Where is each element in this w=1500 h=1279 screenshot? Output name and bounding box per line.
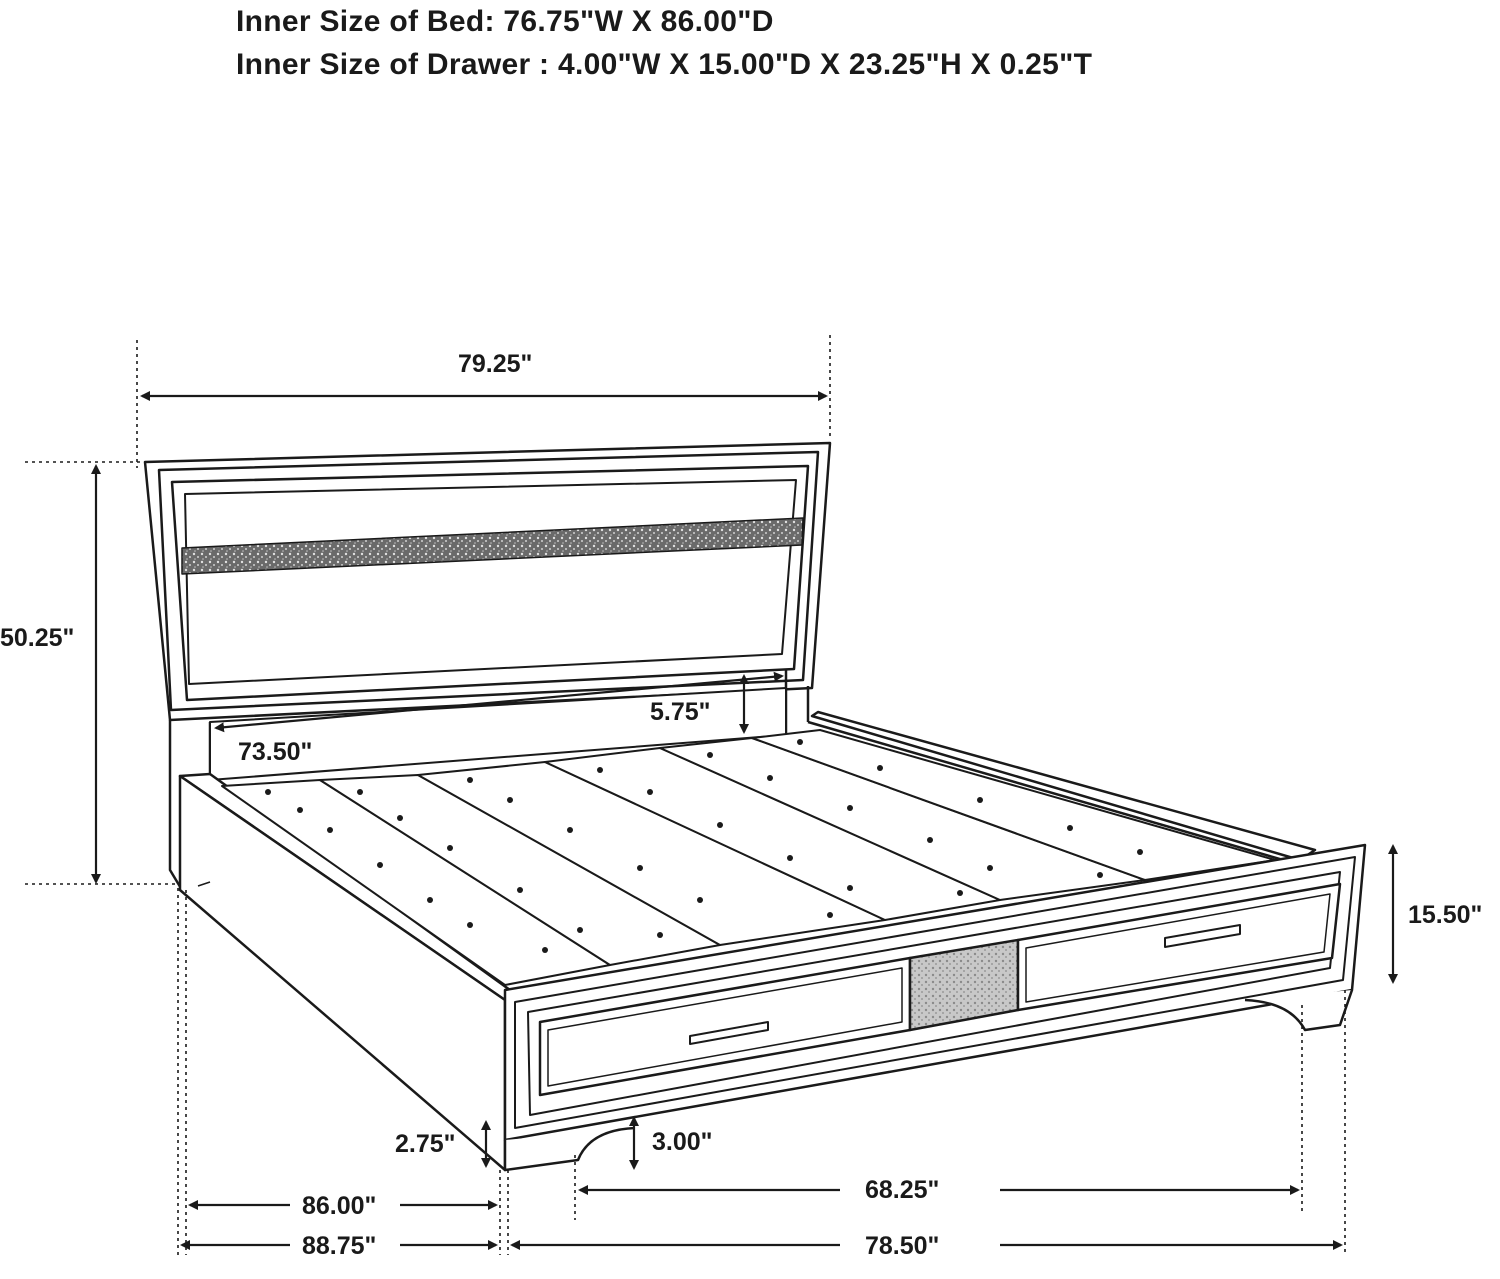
- dim-overall-width-foot: 78.50": [865, 1232, 940, 1260]
- dim-rail-height: 5.75": [650, 698, 711, 726]
- dim-overall-height: 50.25": [0, 624, 75, 652]
- dim-overall-length: 88.75": [302, 1232, 377, 1260]
- dim-inner-width: 73.50": [238, 738, 313, 766]
- dim-foot-clearance: 3.00": [652, 1128, 713, 1156]
- dim-inner-length: 86.00": [302, 1192, 377, 1220]
- drawer-inner-size: Inner Size of Drawer : 4.00"W X 15.00"D X 23.25"H X 0.25"T: [236, 48, 1093, 81]
- bed-outline: [145, 443, 1365, 1170]
- dim-leg-span: 68.25": [865, 1176, 940, 1204]
- dim-overall-width: 79.25": [458, 350, 533, 378]
- dim-side-clearance: 2.75": [395, 1130, 456, 1158]
- dim-footboard-height: 15.50": [1408, 901, 1483, 929]
- bed-inner-size: Inner Size of Bed: 76.75"W X 86.00"D: [236, 5, 774, 38]
